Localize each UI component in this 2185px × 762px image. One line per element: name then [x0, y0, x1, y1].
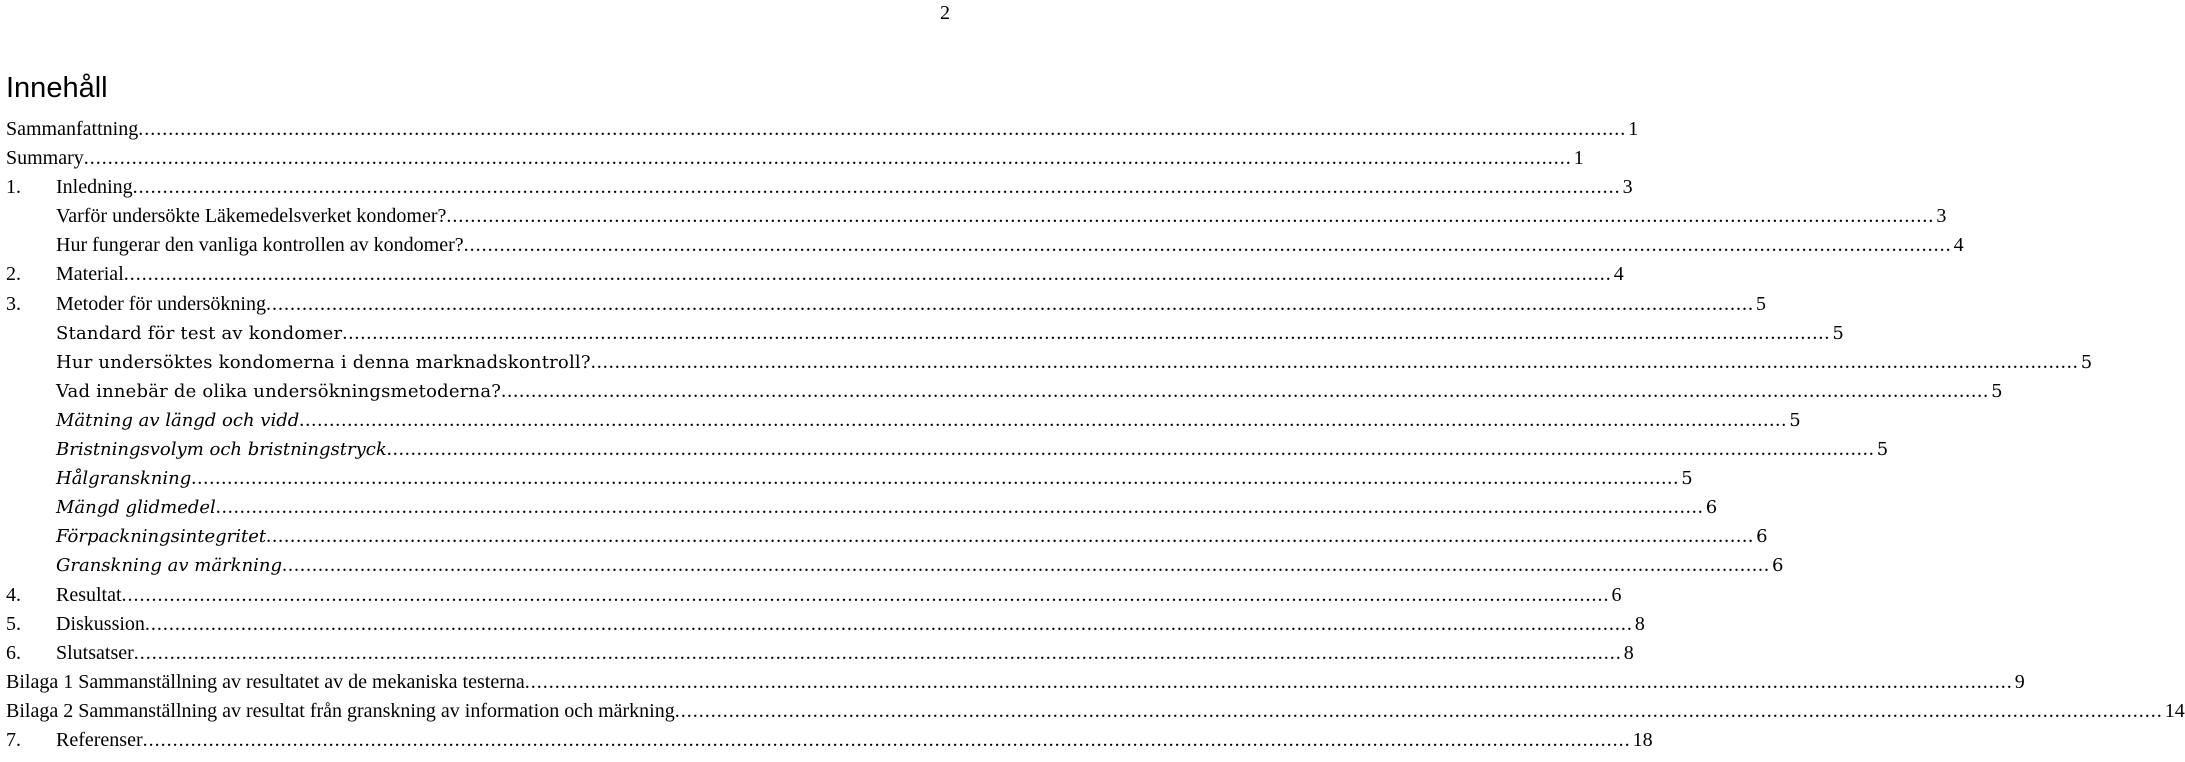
toc-entry-title: Material [56, 263, 124, 286]
toc-entry[interactable] [6, 147, 1584, 176]
toc-dot-leader [124, 263, 1612, 286]
toc-dot-leader [191, 467, 1679, 490]
toc-entry-page: 6 [1611, 583, 1622, 606]
toc-entry-number: 2. [6, 263, 21, 286]
toc-dot-leader [145, 613, 1633, 636]
toc-entry-number: 7. [6, 728, 21, 751]
toc-entry-page: 4 [1953, 234, 1964, 257]
toc-entry-title: Referenser [56, 728, 143, 751]
toc-entry[interactable] [6, 438, 1889, 467]
toc-entry-title: Granskning av märkning [56, 555, 283, 577]
toc-dot-leader [525, 671, 2013, 694]
toc-dot-leader [446, 205, 1934, 228]
toc-entry[interactable] [6, 409, 1801, 438]
toc-entry-page: 5 [1755, 292, 1766, 315]
toc-entry-page: 5 [1991, 380, 2003, 402]
toc-entry-page: 5 [1876, 439, 1889, 461]
toc-dot-leader [216, 496, 1704, 519]
toc-entry-page: 6 [1756, 526, 1768, 548]
toc-entry-title: Bilaga 1 Sammanställning av resultatet av de mekaniska testerna [6, 670, 525, 693]
toc-entry-page: 5 [1832, 322, 1844, 344]
toc-entry-number: 6. [6, 641, 21, 664]
page-number: 2 [940, 2, 950, 24]
toc-entry-page: 8 [1623, 641, 1634, 664]
toc-dot-leader [342, 322, 1830, 345]
toc-entry[interactable] [6, 351, 2093, 380]
toc-dot-leader [387, 438, 1875, 461]
toc-entry[interactable] [6, 176, 1633, 205]
toc-entry-title: Summary [6, 147, 84, 170]
toc-dot-leader [282, 554, 1770, 577]
toc-entry-number: 5. [6, 612, 21, 635]
toc-entry-page: 3 [1622, 176, 1633, 199]
toc-entry-title: Sammanfattning [6, 118, 139, 140]
toc-entry[interactable] [6, 612, 1645, 642]
toc-entry-title: Hur fungerar den vanliga kontrollen av kondomer? [56, 234, 464, 257]
toc-entry[interactable] [6, 380, 2003, 409]
toc-entry-page: 18 [1632, 728, 1653, 751]
toc-entry-title: Hur undersöktes kondomerna i denna marknadskontroll? [56, 351, 591, 373]
toc-entry-page: 8 [1634, 612, 1645, 635]
toc-entry-title: Mängd glidmedel [56, 497, 216, 519]
toc-entry[interactable] [6, 322, 1844, 351]
toc-dot-leader [134, 642, 1622, 665]
toc-entry-number: 3. [6, 292, 21, 315]
page-title: Innehåll [6, 72, 108, 104]
toc-entry-page: 3 [1936, 205, 1947, 228]
toc-entry-title: Vad innebär de olika undersökningsmetoderna? [56, 380, 502, 402]
toc-dot-leader [299, 409, 1787, 432]
toc-entry[interactable] [6, 292, 1766, 322]
toc-entry-page: 1 [1573, 147, 1584, 170]
toc-entry-page: 5 [1789, 409, 1801, 431]
toc-dot-leader [266, 293, 1754, 316]
toc-entry[interactable] [6, 699, 2185, 729]
toc-entry-page: 4 [1613, 263, 1624, 286]
toc-dot-leader [143, 729, 1631, 752]
toc-dot-leader [266, 525, 1754, 548]
toc-entry-title: Förpackningsintegritet [56, 526, 267, 548]
toc-entry-number: 4. [6, 583, 21, 606]
toc-entry[interactable] [6, 670, 2025, 700]
toc-entry-title: Resultat [56, 583, 122, 606]
toc-dot-leader [84, 147, 1572, 170]
toc-entry[interactable] [6, 728, 1653, 758]
toc-dot-leader [591, 351, 2079, 374]
toc-entry-title: Bristningsvolym och bristningstryck [56, 439, 387, 461]
toc-dot-leader [675, 700, 2163, 723]
toc-entry[interactable] [6, 234, 1964, 263]
toc-entry[interactable] [6, 554, 1784, 583]
toc-entry-page: 6 [1772, 555, 1784, 577]
toc-entry[interactable] [6, 118, 1639, 147]
toc-dot-leader [464, 234, 1952, 257]
toc-entry-page: 1 [1628, 118, 1639, 140]
toc-entry[interactable] [6, 641, 1634, 671]
toc-entry[interactable] [6, 496, 1718, 525]
toc-entry[interactable] [6, 205, 1947, 234]
toc-entry-page: 5 [2080, 351, 2093, 373]
toc-entry-title: Hålgranskning [56, 468, 192, 490]
toc-entry[interactable] [6, 525, 1768, 554]
toc-entry-page: 14 [2164, 699, 2185, 722]
toc-entry-title: Diskussion [56, 612, 145, 635]
toc-entry-page: 5 [1681, 468, 1693, 490]
table-of-contents [6, 118, 2185, 758]
toc-entry-title: Metoder för undersökning [56, 292, 266, 315]
toc-entry-title: Bilaga 2 Sammanställning av resultat från granskning av information och märkning [6, 699, 675, 722]
toc-entry-page: 9 [2014, 670, 2025, 693]
toc-entry-page: 6 [1705, 497, 1718, 519]
toc-dot-leader [501, 380, 1989, 403]
toc-entry[interactable] [6, 583, 1622, 613]
toc-entry-title: Slutsatser [56, 641, 134, 664]
toc-dot-leader [133, 176, 1621, 199]
toc-entry-title: Mätning av längd och vidd [56, 409, 300, 431]
toc-entry-number: 1. [6, 176, 21, 199]
toc-entry-title: Standard för test av kondomer [56, 322, 343, 344]
toc-dot-leader [138, 118, 1626, 141]
toc-entry[interactable] [6, 263, 1624, 292]
toc-entry[interactable] [6, 467, 1693, 496]
toc-dot-leader [122, 584, 1610, 607]
toc-entry-title: Varför undersökte Läkemedelsverket kondomer? [56, 205, 447, 228]
toc-entry-title: Inledning [56, 176, 133, 199]
